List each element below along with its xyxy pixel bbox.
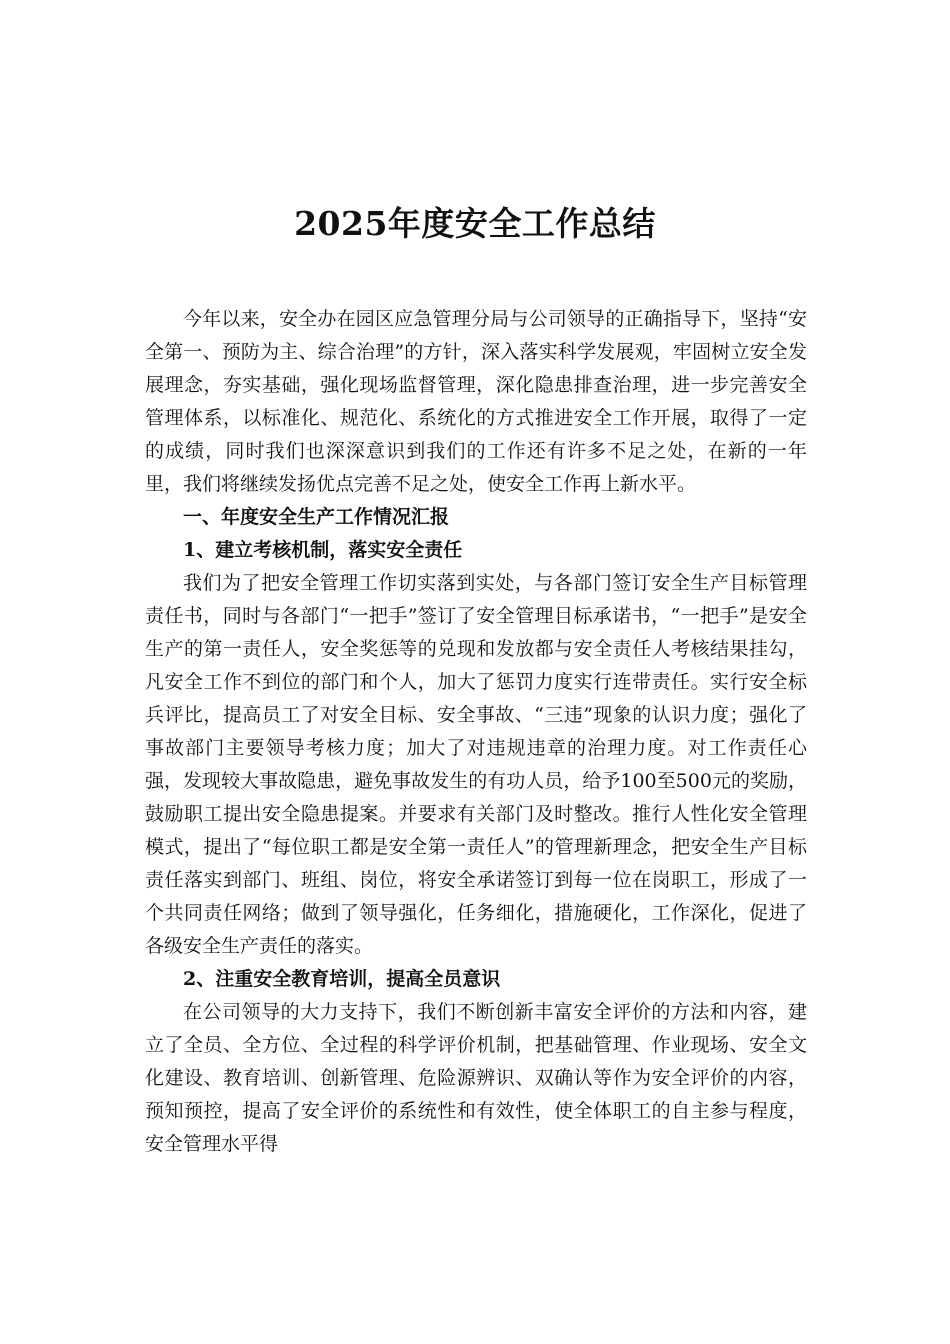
intro-paragraph: 今年以来，安全办在园区应急管理分局与公司领导的正确指导下，坚持“安全第一、预防为主、综合治理”的方针，深入落实科学发展观，牢固树立安全发展理念，夯实基础，强化现场监督管理，深化隐患排查治理，进一步完善安全管理体系，以标准化、规范化、系统化的方式推进安全工作开展，取得了一定的成绩，同时我们也深深意识到我们的工作还有许多不足之处，在新的一年里，我们将继续发扬优点完善不足之处，使安全工作再上新水平。 [145,308,807,495]
subsection-1-paragraph: 我们为了把安全管理工作切实落到实处，与各部门签订安全生产目标管理责任书，同时与各部门“一把手”签订了安全管理目标承诺书，“一把手”是安全生产的第一责任人，安全奖惩等的兑现和发放都与安全责任人考核结果挂勾，凡安全工作不到位的部门和个人，加大了惩罚力度实行连带责任。实行安全标兵评比，提高员工了对安全目标、安全事故、“三违”现象的认识力度；强化了事故部门主要领导考核力度；加大了对违规违章的治理力度。对工作责任心强，发现较大事故隐患，避免事故发生的有功人员，给予100至500元的奖励，鼓励职工提出安全隐患提案。并要求有关部门及时整改。推行人性化安全管理模式，提出了“每位职工都是安全第一责任人”的管理新理念，把安全生产目标责任落实到部门、班组、岗位，将安全承诺签订到每一位在岗职工，形成了一个共同责任网络；做到了领导强化，任务细化，措施硬化，工作深化，促进了各级安全生产责任的落实。 [145,572,807,957]
document-title: 2025年度安全工作总结 [294,204,656,244]
section-1-heading: 一、年度安全生产工作情况汇报 [183,506,450,528]
subsection-1-heading: 1、建立考核机制，落实安全责任 [183,539,463,561]
subsection-2-paragraph: 在公司领导的大力支持下，我们不断创新丰富安全评价的方法和内容，建立了全员、全方位、全过程的科学评价机制，把基础管理、作业现场、安全文化建设、教育培训、创新管理、危险源辨识、双确认等作为安全评价的内容，预知预控，提高了安全评价的系统性和有效性，使全体职工的自主参与程度，安全管理水平得 [145,1001,807,1155]
subsection-2-heading: 2、注重安全教育培训，提高全员意识 [183,968,501,990]
document-body [145,303,807,1161]
